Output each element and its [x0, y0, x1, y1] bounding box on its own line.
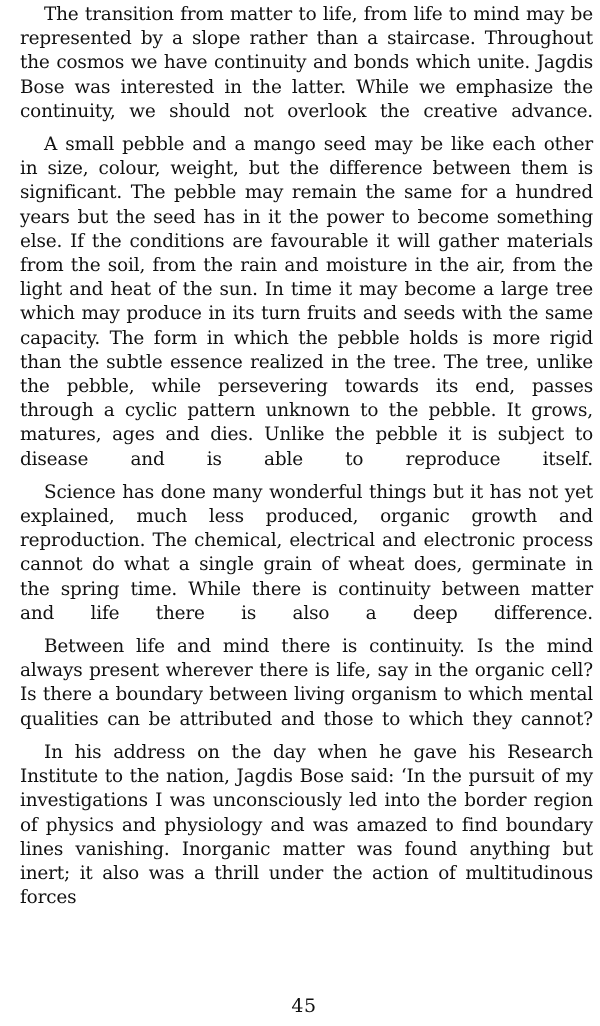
body-text [20, 3, 593, 910]
paragraph-pebble-and-seed: A small pebble and a mango seed may be like each other in size, colour, weight, but the difference between them is significant. The pebble may remain the same for a hundred years but the seed has in it the power to become something else. If the conditions are favourable it will gather materials from the soil, from the rain and moisture in the air, from the light and heat of the sun. In time it may become a large tree which may produce in its turn fruits and seeds with the same capacity. The form in which the pebble holds is more rigid than the subtle essence realized in the tree. The tree, unlike the pebble, while persevering towards its end, passes through a cyclic pattern unknown to the pebble. It grows, matures, ages and dies. Unlike the pebble it is subject to disease and is able to reproduce itself. [20, 134, 593, 470]
book-page [14, 0, 594, 1026]
paragraph-life-and-mind: Between life and mind there is continuity. Is the mind always present wherever there is life, say in the organic cell? Is there a boundary between living organism to which mental qualities can be attributed and those to which they cannot? [20, 636, 593, 730]
paragraph-science-and-growth: Science has done many wonderful things but it has not yet explained, much less produced, organic growth and reproduction. The chemical, electrical and electronic process cannot do what a single grain of wheat does, germinate in the spring time. While there is continuity between matter and life there is also a deep difference. [20, 481, 593, 624]
paragraph-bose-address: In his address on the day when he gave his Research Institute to the nation, Jagdis Bose said: ‘In the pursuit of my investigations I was unconsciously led into the border region of physics and physiology and was amazed to find boundary lines vanishing. Inorganic matter was found anything but inert; it also was a thrill under the action of multitudinous forces [20, 741, 593, 909]
paragraph-matter-to-mind: The transition from matter to life, from life to mind may be represented by a slope rather than a staircase. Throughout the cosmos we have continuity and bonds which unite. Jagdis Bose was interested in the latter. While we emphasize the continuity, we should not overlook the creative advance. [20, 4, 593, 122]
page-number: 45 [291, 995, 317, 1017]
